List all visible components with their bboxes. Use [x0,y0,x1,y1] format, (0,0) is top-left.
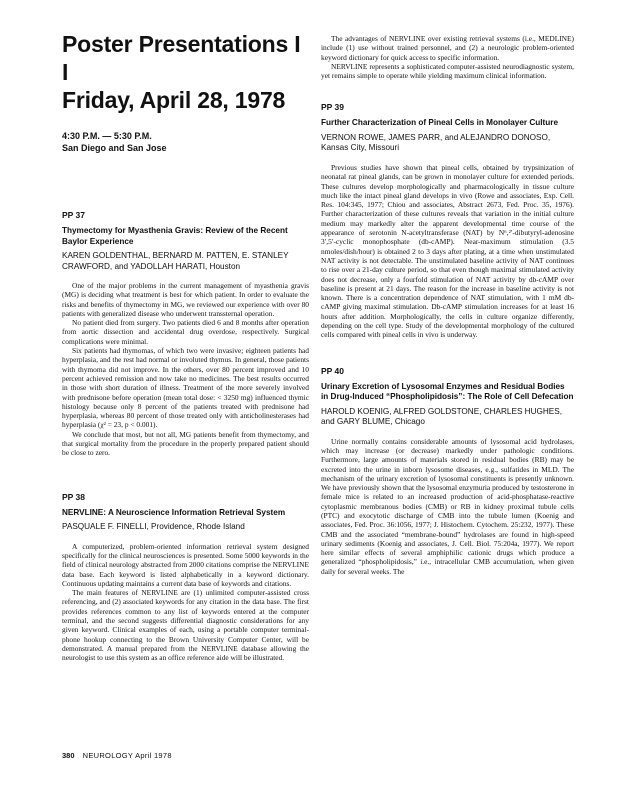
article-authors: HAROLD KOENIG, ALFRED GOLDSTONE, CHARLES HUGHES, and GARY BLUME, Chicago [321,406,562,427]
article-body [62,281,309,458]
title-line-2: Friday, April 28, 1978 [62,87,286,113]
paragraph: Six patients had thymomas, of which two were invasive; eighteen patients had hyperplasia, and the rest had normal or involuted thymus. In general, those patients with thymoma did not improve. In the others, over 80 percent improved and 10 percent achieved remission and now take no medicines. The best results occurred in those with short duration of illness. Treatment of the more severely involved with prednisone before operation (mean total dose: < 3250 mg) influenced thymic histology because only 8 percent of the patients treated with prednisone had hyperplasia, whereas 80 percent of those treated only with anticholinesterases had hyperplasia (χ² = 23, p < 0.001). [62,346,309,430]
paragraph: No patient died from surgery. Two patients died 6 and 8 months after operation from aortic dissection and accidental drug overdose, respectively. Surgical complications were minimal. [62,318,309,346]
paragraph: NERVLINE represents a sophisticated computer-assisted neurodiagnostic system, yet remains simple to operate while yielding maximum clinical information. [321,61,574,81]
left-column [62,30,309,663]
article-number: PP 38 [62,491,86,502]
session-info [62,130,309,154]
paragraph: Previous studies have shown that pineal cells, obtained by trypsinization of neonatal rat pineal glands, can be grown in monolayer culture for extended periods. These cultures develop morphologically and pharmacologically in tissue culture much like the intact pineal gland develops in vivo (Rowe and associates, Exp. Cell. Res. 104:345, 1977; Chiou and associates, Abstract 2673, Fed. Proc. 35, 1976). Further characterization of these cultures reveals that variation in the initial culture medium may markedly alter the apparent developmental time course of the appearance of serotonin N-acetyltransferase (NAT) by N⁶,²′-dibutyryl-adenosine 3′,5′-cyclic monophosphate (db-cAMP). Near-maximum stimulation (3.5 nmoles/dish/hour) is obtained 2 to 3 days after plating, at a time when unstimulated NAT activity is not detectable. The unstimulated baseline activity of NAT continues to rise over a 21-day culture period, so that even though maximal stimulated activity does not decrease, only a fourfold stimulation of NAT activity by db-cAMP over baseline is present at 21 days. The reason for the increase in baseline activity is not known. There is a concentration dependence of NAT stimulation, with 1 mM db-cAMP giving maximal stimulation. Db-cAMP stimulation increases for at least 16 hours after addition. Morphologically, the cells in culture organize differently, depending on the cell type. Study of the developmental morphology of the cultured cells compared with pineal cells in vivo is underway. [321,162,574,340]
article-pp37 [62,210,309,458]
journal-name: NEUROLOGY April 1978 [82,751,172,760]
article-title: Thymectomy for Myasthenia Gravis: Review of the Recent Baylor Experience [62,226,288,246]
session-time: 4:30 P.M. — 5:30 P.M. [62,131,152,141]
title-line-1: Poster Presentations I I [62,31,301,85]
article-pp39 [321,102,574,339]
paragraph: The main features of NERVLINE are (1) unlimited computer-assisted cross referencing, and (2) associated keywords for any citation in the data base. The first provides references common to any list of keywords entered at the computer terminal, and the second suggests differential diagnostic considerations for any given keyword. Clinical examples of each, using a portable computer terminal-phone hookup connecting to the Brown University Computer Center, will be demonstrated. A manual prepared from the NERVLINE database allowing the neurologist to use this system as an office reference aide will be illustrated. [62,588,309,663]
article-pp40 [321,366,574,576]
article-authors: VERNON ROWE, JAMES PARR, and ALEJANDRO DONOSO, Kansas City, Missouri [321,132,551,153]
article-pp38 [62,492,309,663]
article-title: Further Characterization of Pineal Cells in Monolayer Culture [321,118,559,128]
article-pp38-continued [321,34,574,80]
article-title: NERVLINE: A Neuroscience Information Retrieval System [62,507,286,517]
page-footer [62,751,172,760]
session-location: San Diego and San Jose [62,143,167,153]
article-body [321,163,574,340]
page-title [62,30,309,114]
article-authors: KAREN GOLDENTHAL, BERNARD M. PATTEN, E. STANLEY CRAWFORD, and YADOLLAH HARATI, Houston [62,251,289,271]
article-number: PP 40 [321,365,345,376]
paragraph: A computerized, problem-oriented information retrieval system designed specifically for the clinical neurosciences is presented. Some 5000 keywords in the field of clinical neurology abstracted from 2000 citations comprise the NERVLINE data base. Each keyword is listed alphabetically in a keyword dictionary. Continuous updating maintains a current data base of keywords and citations. [62,541,309,588]
paragraph: We conclude that most, but not all, MG patients benefit from thymectomy, and that surgical mortality from the procedure in the properly prepared patient should be close to zero. [62,429,309,458]
page-number: 380 [62,751,75,760]
article-authors: PASQUALE F. FINELLI, Providence, Rhode Island [62,522,245,532]
paragraph: The advantages of NERVLINE over existing retrieval systems (i.e., MEDLINE) include (1) use without trained personnel, and (2) a neurologic problem-oriented keyword dictionary for quick access to specific information. [321,34,574,62]
article-number: PP 37 [62,210,86,220]
article-body [62,542,309,663]
article-body [321,437,574,576]
paragraph: Urine normally contains considerable amounts of lysosomal acid hydrolases, which may increase (or decrease) markedly under pathologic conditions. Furthermore, large amounts of materials stored in residual bodies (RB) may be excreted into the urine in inborn lysosome diseases, e.g., sulfatides in MLD. The mechanism of the urinary excretion of lysosomal constituents is presently unknown. We have previously shown that the lysosomal enzymuria produced by testosterone in female mice is related to an increased production of acid-phosphatase-reactive cytoplasmic membranous bodies (CMB) or RB in kidney proximal tubule cells (PTC) and exocytotic discharge of CMB into the tubule lumen (Koenig and associates, Fed. Proc. 36:1056, 1977; J. Histochem. Cytochem. 25:232, 1977). These CMB and the associated “membrane-bound” hydrolases are found in high-speed urinary sediments (Koenig and associates, J. Cell. Biol. 75:204a, 1977). We report here similar effects of several amphiphilic cationic drugs which produce a generalized “phospholipidosis,” i.e., intracellular CMB accumulation, when given daily for several weeks. The [321,436,574,576]
article-title: Urinary Excretion of Lysosomal Enzymes and Residual Bodies in Drug-Induced “Phospholipidosis”: The Role of Cell Defecation [321,381,574,402]
paragraph: One of the major problems in the current management of myasthenia gravis (MG) is deciding what treatment is best for which patient. In order to evaluate the risks and benefits of thymectomy in MG, we reviewed our experience with over 80 patients with generalized disease who underwent transsternal operation. [62,281,309,318]
right-column [321,34,574,576]
article-number: PP 39 [321,102,345,113]
